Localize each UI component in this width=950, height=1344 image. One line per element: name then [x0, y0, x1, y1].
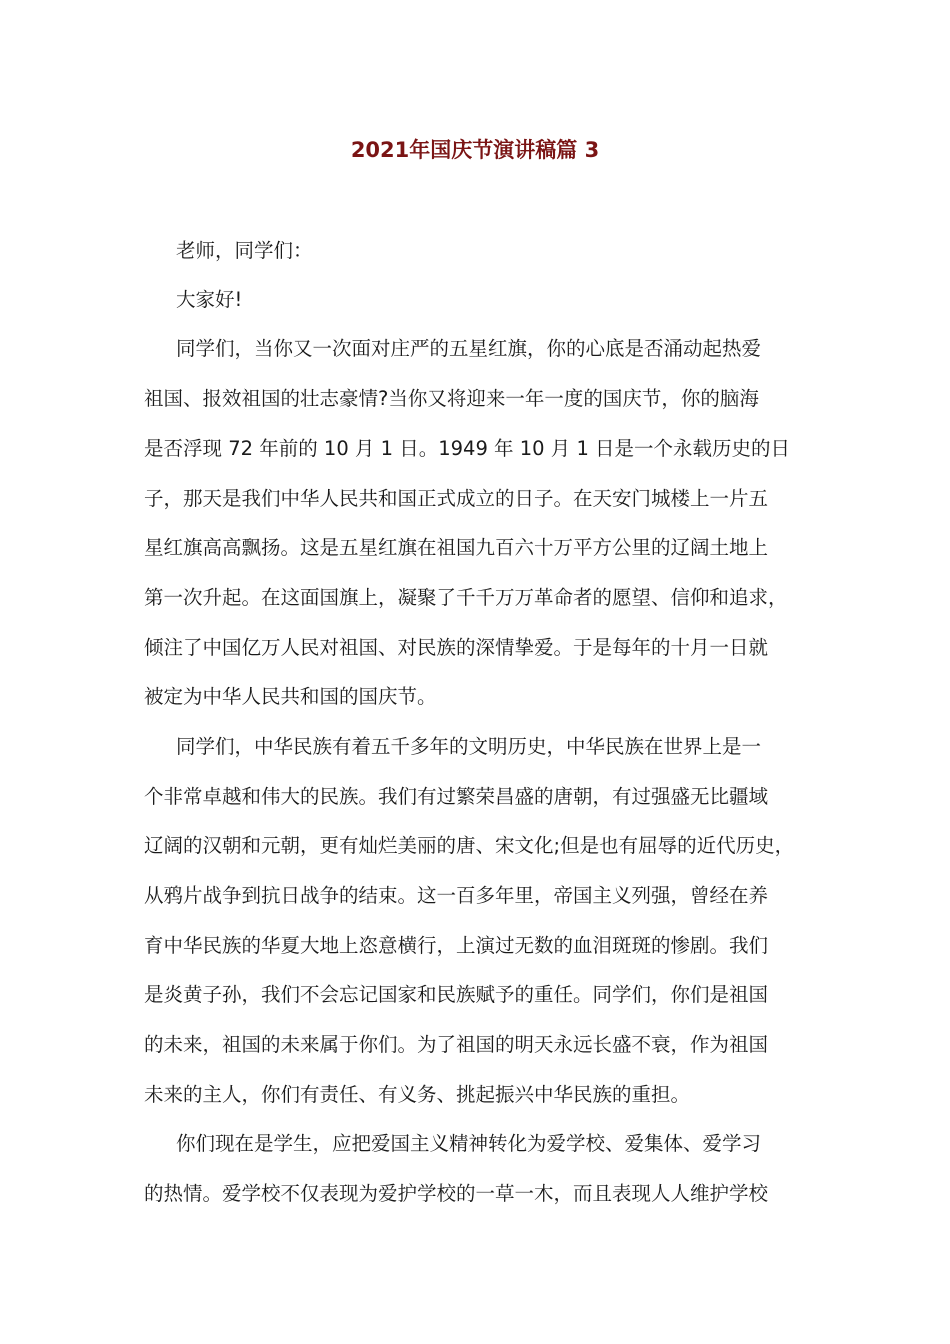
paragraph-2-line-3: 辽阔的汉朝和元朝，更有灿烂美丽的唐、宋文化;但是也有屈辱的近代历史， [144, 834, 795, 857]
paragraph-2-line-6: 是炎黄子孙，我们不会忘记国家和民族赋予的重任。同学们，你们是祖国 [144, 983, 769, 1006]
paragraph-3-line-2: 的热情。爱学校不仅表现为爱护学校的一草一木，而且表现人人维护学校 [144, 1182, 769, 1205]
paragraph-2-line-7: 的未来，祖国的未来属于你们。为了祖国的明天永远长盛不衰，作为祖国 [144, 1033, 769, 1056]
paragraph-1-line-7: 倾注了中国亿万人民对祖国、对民族的深情挚爱。于是每年的十月一日就 [144, 636, 769, 659]
paragraph-2-line-2: 个非常卓越和伟大的民族。我们有过繁荣昌盛的唐朝，有过强盛无比疆域 [144, 785, 769, 808]
document-title: 2021年国庆节演讲稿篇 3 [350, 138, 600, 162]
paragraph-1-line-5: 星红旗高高飘扬。这是五星红旗在祖国九百六十万平方公里的辽阔土地上 [144, 536, 769, 559]
paragraph-1-line-8: 被定为中华人民共和国的国庆节。 [144, 685, 437, 708]
paragraph-2-line-8: 未来的主人，你们有责任、有义务、挑起振兴中华民族的重担。 [144, 1083, 691, 1106]
paragraph-2-line-4: 从鸦片战争到抗日战争的结束。这一百多年里，帝国主义列强，曾经在养 [144, 884, 769, 907]
paragraph-1-line-6: 第一次升起。在这面国旗上，凝聚了千千万万革命者的愿望、信仰和追求， [144, 586, 788, 609]
paragraph-2-line-5: 育中华民族的华夏大地上恣意横行，上演过无数的血泪斑斑的惨剧。我们 [144, 934, 769, 957]
paragraph-3-line-1: 你们现在是学生，应把爱国主义精神转化为爱学校、爱集体、爱学习 [176, 1132, 762, 1155]
paragraph-1-line-4: 子，那天是我们中华人民共和国正式成立的日子。在天安门城楼上一片五 [144, 487, 769, 510]
paragraph-1-line-3: 是否浮现 72 年前的 10 月 1 日。1949 年 10 月 1 日是一个永载历史的日 [144, 437, 791, 460]
paragraph-2-line-1: 同学们，中华民族有着五千多年的文明历史，中华民族在世界上是一 [176, 735, 762, 758]
salutation: 老师，同学们： [176, 239, 313, 262]
paragraph-1-line-1: 同学们，当你又一次面对庄严的五星红旗，你的心底是否涌动起热爱 [176, 337, 762, 360]
greeting: 大家好! [176, 288, 243, 311]
paragraph-1-line-2: 祖国、报效祖国的壮志豪情?当你又将迎来一年一度的国庆节，你的脑海 [144, 387, 759, 410]
